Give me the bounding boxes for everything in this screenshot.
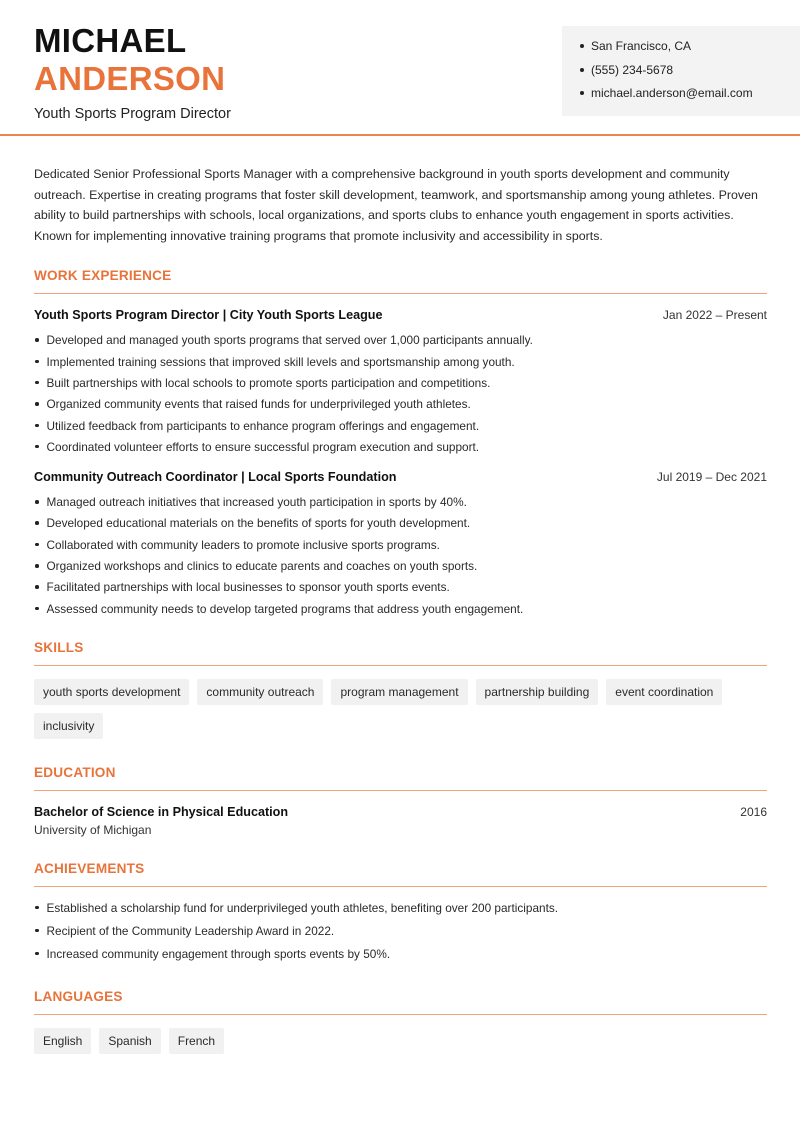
list-item: [34, 900, 767, 923]
bullet-text: Developed educational materials on the benefits of sports for youth development.: [46, 516, 471, 531]
bullet-text: Recipient of the Community Leadership Award in 2022.: [46, 923, 335, 938]
bullet-text: Implemented training sessions that improved skill levels and sportsmanship among youth.: [46, 354, 515, 369]
bullet-icon: [35, 381, 39, 385]
list-item: [34, 354, 767, 375]
skill-chip: youth sports development: [34, 679, 189, 705]
list-item: [34, 396, 767, 417]
achievements-section: [34, 861, 767, 969]
list-item: [34, 558, 767, 579]
language-chip: French: [169, 1028, 224, 1054]
skills-section: [34, 640, 767, 739]
job-title: Youth Sports Program Director: [34, 106, 231, 122]
list-item: [34, 601, 767, 622]
job-heading: Youth Sports Program Director | City Youth Sports League: [34, 308, 383, 323]
bullet-icon: [35, 338, 39, 342]
languages-section-title: LANGUAGES: [34, 989, 767, 1015]
list-item: [34, 946, 767, 969]
contact-box: [562, 26, 800, 116]
skills-section-title: SKILLS: [34, 640, 767, 666]
job-bullets: [34, 332, 767, 460]
bullet-text: Assessed community needs to develop targeted programs that address youth engagement.: [46, 601, 524, 616]
skill-chip: event coordination: [606, 679, 722, 705]
job-date: Jul 2019 – Dec 2021: [656, 470, 767, 485]
bullet-text: Increased community engagement through sports events by 50%.: [46, 946, 391, 961]
resume-body: [34, 164, 767, 1054]
education-section-title: EDUCATION: [34, 765, 767, 791]
bullet-text: Built partnerships with local schools to promote sports participation and competitions.: [46, 375, 491, 390]
work-section: [34, 268, 767, 622]
bullet-icon: [580, 91, 584, 95]
job-date: Jan 2022 – Present: [662, 308, 767, 323]
bullet-icon: [35, 424, 39, 428]
summary: Dedicated Senior Professional Sports Manager with a comprehensive background in youth sports development and community outreach. Expertise in creating programs that foster skill development, teamwork, and sportsmanship among young athletes. Proven ability to build partnerships with schools, local organizations, and sports clubs to enhance youth engagement in sports activities. Known for implementing innovative training programs that promote inclusivity and accessibility in sports.: [34, 167, 758, 243]
resume-header: [0, 0, 800, 136]
language-chip: Spanish: [99, 1028, 160, 1054]
list-item: [34, 579, 767, 600]
list-item: [34, 537, 767, 558]
achievements-section-title: ACHIEVEMENTS: [34, 861, 767, 887]
skill-chip: partnership building: [476, 679, 599, 705]
bullet-text: Organized workshops and clinics to educate parents and coaches on youth sports.: [46, 559, 478, 574]
job-header: [34, 470, 767, 484]
last-name: ANDERSON: [34, 60, 226, 97]
bullet-icon: [35, 445, 39, 449]
skill-chip: program management: [331, 679, 467, 705]
bullet-text: Collaborated with community leaders to promote inclusive sports programs.: [46, 537, 440, 552]
languages-chips: [34, 1028, 767, 1054]
job-bullets: [34, 494, 767, 622]
contact-phone: [580, 62, 800, 86]
list-item: [34, 494, 767, 515]
education-header: [34, 805, 767, 819]
skills-chips: [34, 679, 767, 739]
education-degree: Bachelor of Science in Physical Education: [34, 804, 289, 819]
achievements-list: [34, 900, 767, 969]
job-entry: [34, 470, 767, 622]
list-item: [34, 332, 767, 353]
bullet-icon: [35, 607, 39, 611]
bullet-icon: [580, 68, 584, 72]
first-name: MICHAEL: [34, 22, 187, 59]
list-item: [34, 515, 767, 536]
language-chip: English: [34, 1028, 91, 1054]
bullet-text: Established a scholarship fund for underprivileged youth athletes, benefiting over 200 participants.: [46, 900, 559, 915]
education-school: University of Michigan: [34, 822, 152, 837]
job-heading: Community Outreach Coordinator | Local Sports Foundation: [34, 470, 397, 485]
bullet-icon: [35, 500, 39, 504]
contact-email-text: michael.anderson@email.com: [591, 86, 753, 100]
bullet-text: Facilitated partnerships with local businesses to sponsor youth sports events.: [46, 580, 450, 595]
list-item: [34, 439, 767, 460]
education-entry: [34, 805, 767, 837]
contact-email: [580, 85, 800, 109]
bullet-icon: [35, 402, 39, 406]
job-header: [34, 308, 767, 322]
bullet-text: Developed and managed youth sports programs that served over 1,000 participants annually.: [46, 333, 533, 348]
education-section: [34, 765, 767, 837]
bullet-icon: [35, 564, 39, 568]
contact-location: [580, 38, 800, 62]
bullet-text: Coordinated volunteer efforts to ensure successful program execution and support.: [46, 439, 480, 454]
bullet-icon: [35, 360, 39, 364]
list-item: [34, 375, 767, 396]
bullet-icon: [35, 906, 39, 910]
job-entry: [34, 308, 767, 460]
list-item: [34, 923, 767, 946]
bullet-icon: [35, 543, 39, 547]
list-item: [34, 418, 767, 439]
contact-phone-text: (555) 234-5678: [591, 62, 674, 77]
bullet-icon: [580, 44, 584, 48]
bullet-icon: [35, 521, 39, 525]
bullet-text: Utilized feedback from participants to enhance program offerings and engagement.: [46, 418, 480, 433]
skill-chip: inclusivity: [34, 713, 103, 739]
contact-location-text: San Francisco, CA: [591, 39, 692, 53]
bullet-icon: [35, 929, 39, 933]
name-block: [34, 22, 231, 122]
languages-section: [34, 989, 767, 1054]
bullet-icon: [35, 952, 39, 956]
skill-chip: community outreach: [197, 679, 323, 705]
work-section-title: WORK EXPERIENCE: [34, 268, 767, 294]
education-year: 2016: [740, 804, 767, 819]
bullet-icon: [35, 585, 39, 589]
bullet-text: Organized community events that raised funds for underprivileged youth athletes.: [46, 397, 471, 412]
bullet-text: Managed outreach initiatives that increased youth participation in sports by 40%.: [46, 495, 467, 510]
